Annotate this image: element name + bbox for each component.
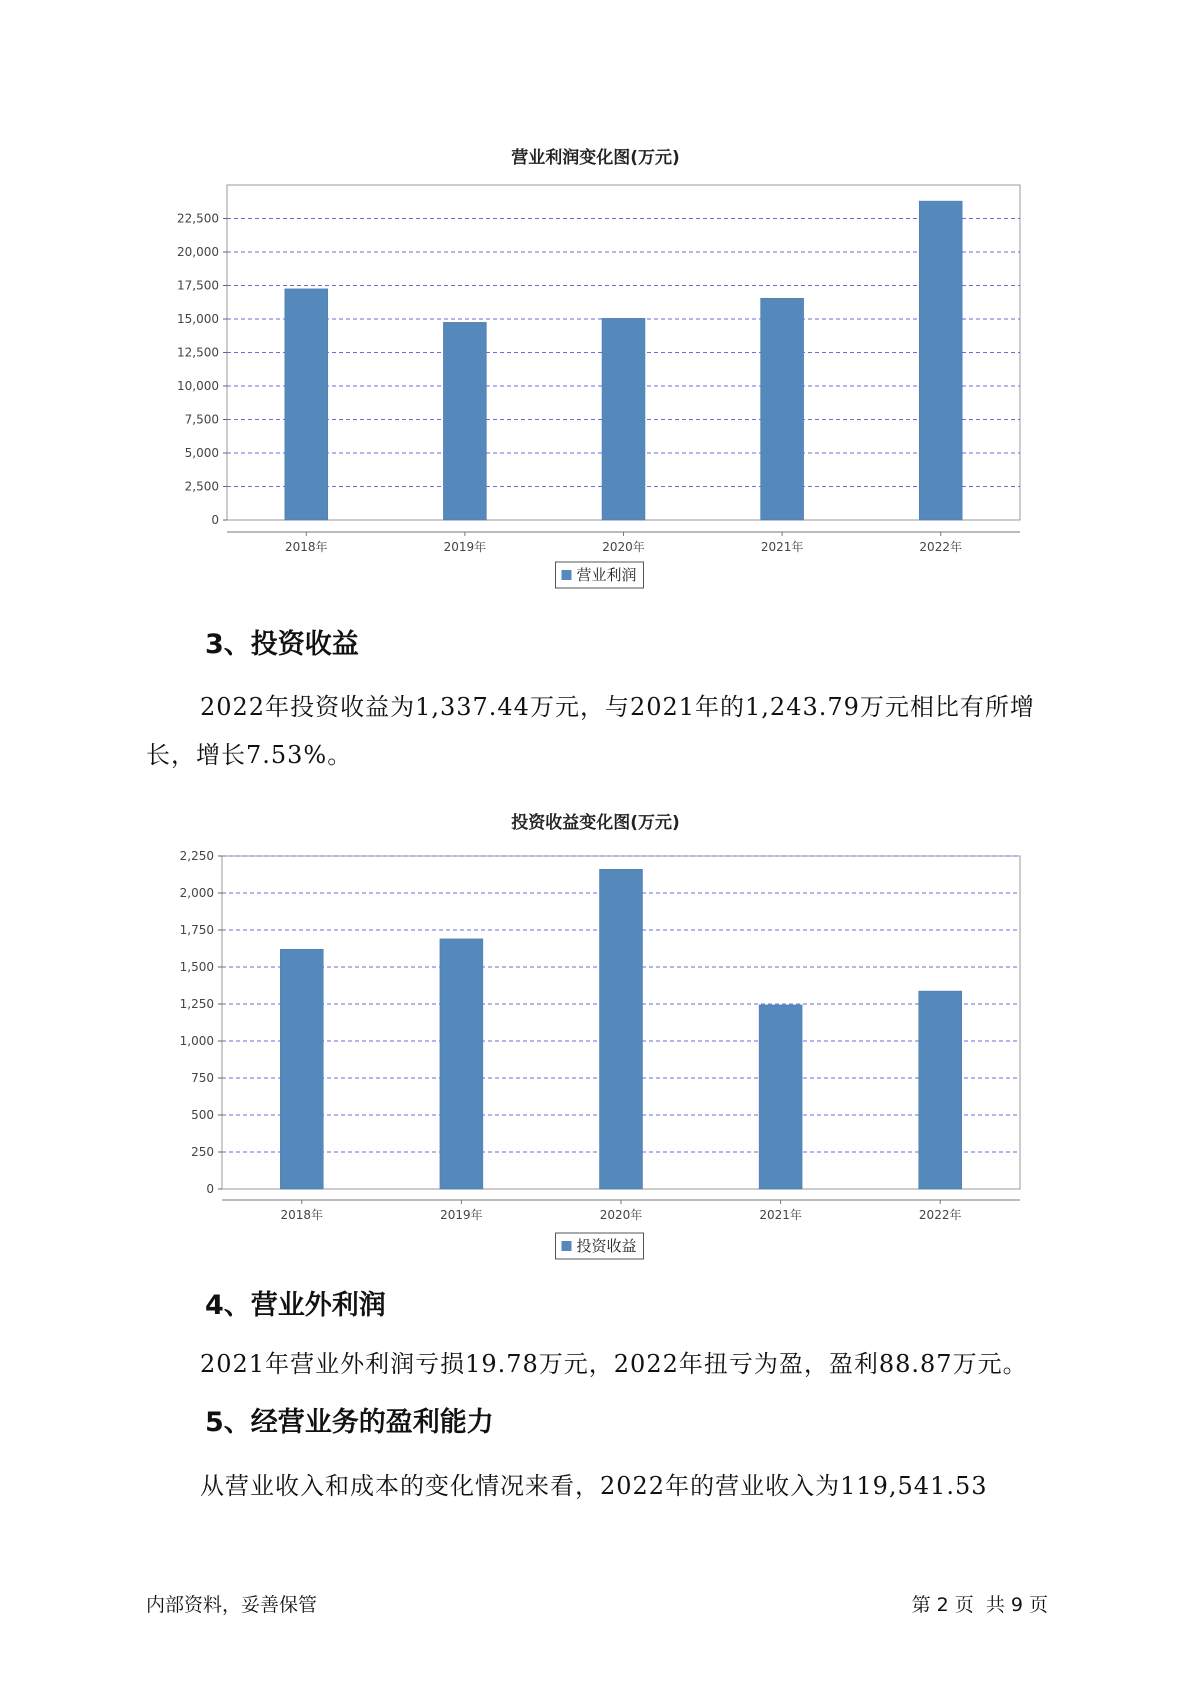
section-heading-business-profitability: 5、经营业务的盈利能力	[205, 1407, 494, 1438]
x-tick-label: 2020年	[599, 1208, 643, 1222]
y-tick-label: 15,000	[177, 312, 219, 326]
bar-2018年	[280, 949, 323, 1189]
x-tick-label: 2022年	[918, 1208, 962, 1222]
y-tick-label: 0	[206, 1182, 214, 1196]
y-tick-label: 1,750	[179, 923, 214, 937]
y-tick-label: 750	[191, 1071, 214, 1085]
bar-2021年	[759, 1005, 802, 1189]
legend-swatch	[562, 570, 572, 580]
y-tick-label: 1,500	[179, 960, 214, 974]
x-tick-label: 2018年	[280, 1208, 324, 1222]
bar-2019年	[443, 322, 486, 520]
y-tick-label: 1,250	[179, 997, 214, 1011]
y-tick-label: 12,500	[177, 345, 219, 360]
bar-2022年	[919, 201, 962, 520]
y-tick-label: 250	[191, 1145, 214, 1159]
y-tick-label: 5,000	[184, 446, 219, 460]
footer-confidential-note: 内部资料，妥善保管	[146, 1594, 318, 1616]
chart-title-operating-profit: 营业利润变化图(万元)	[511, 148, 680, 168]
y-tick-label: 20,000	[177, 245, 219, 259]
y-tick-label: 1,000	[179, 1034, 214, 1048]
y-tick-label: 0	[211, 513, 219, 527]
legend-label: 投资收益	[576, 1237, 637, 1255]
business-profitability-paragraph: 从营业收入和成本的变化情况来看，2022年的营业收入为119,541.53	[200, 1472, 988, 1500]
x-tick-label: 2018年	[285, 540, 328, 554]
footer-page-number: 第 2 页 共 9 页	[911, 1594, 1048, 1616]
x-tick-label: 2020年	[602, 540, 645, 554]
bar-2018年	[285, 289, 328, 520]
investment-income-paragraph: 2022年投资收益为1,337.44万元，与2021年的1,243.79万元相比有所增长，增长7.53%。	[146, 693, 1035, 769]
x-tick-label: 2021年	[759, 1208, 802, 1222]
y-tick-label: 17,500	[177, 278, 219, 293]
bar-2021年	[761, 298, 804, 520]
bar-2019年	[440, 939, 483, 1189]
chart-title-investment-income: 投资收益变化图(万元)	[511, 813, 680, 833]
bar-2022年	[919, 991, 962, 1189]
y-tick-label: 22,500	[177, 211, 219, 226]
legend-label: 营业利润	[576, 566, 637, 584]
x-tick-label: 2019年	[443, 540, 487, 554]
investment-income-chart	[0, 830, 1191, 1260]
non-operating-profit-paragraph: 2021年营业外利润亏损19.78万元，2022年扭亏为盈，盈利88.87万元。	[200, 1350, 1028, 1378]
y-tick-label: 10,000	[177, 379, 219, 393]
y-tick-label: 2,500	[184, 479, 219, 494]
legend-swatch	[562, 1241, 572, 1251]
bar-2020年	[600, 869, 643, 1189]
x-tick-label: 2019年	[440, 1208, 483, 1222]
operating-profit-chart	[0, 160, 1191, 584]
y-tick-label: 500	[191, 1108, 214, 1122]
x-tick-label: 2022年	[919, 540, 962, 554]
section-heading-investment-income: 3、投资收益	[205, 629, 359, 660]
y-tick-label: 2,250	[179, 849, 214, 863]
y-tick-label: 2,000	[179, 886, 214, 900]
bar-2020年	[602, 318, 645, 520]
section-heading-non-operating-profit: 4、营业外利润	[205, 1290, 386, 1321]
y-tick-label: 7,500	[184, 412, 219, 427]
x-tick-label: 2021年	[760, 540, 804, 554]
